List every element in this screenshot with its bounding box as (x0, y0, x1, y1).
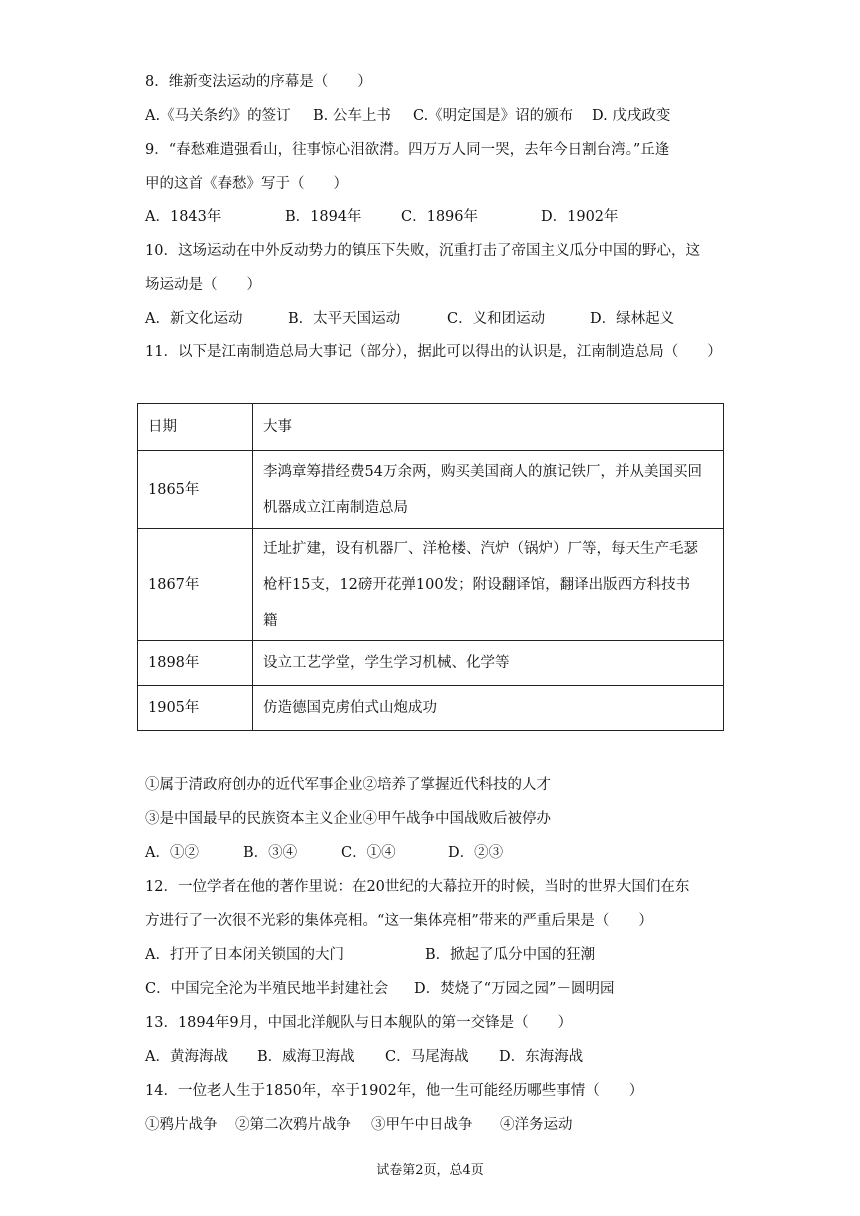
q8-option-d: D. 戊戌政变 (592, 108, 671, 124)
table-row (138, 529, 724, 641)
q13-option-d: D．东海海战 (499, 1049, 584, 1065)
question-10-stem-line1: 10．这场运动在中外反动势力的镇压下失败，沉重打击了帝国主义瓜分中国的野心，这 (145, 243, 700, 259)
q8-option-a: A.《马关条约》的签订 (145, 108, 291, 124)
q13-option-c: C．马尾海战 (385, 1049, 469, 1065)
q14-event-1: ①鸦片战争 (145, 1117, 218, 1133)
question-8-stem: 8．维新变法运动的序幕是（ ） (145, 74, 372, 90)
question-14-stem: 14．一位老人生于1850年，卒于1902年，他一生可能经历哪些事情（ ） (145, 1083, 644, 1099)
row-event-line: 李鸿章筹措经费54万余两，购买美国商人的旗记铁厂，并从美国买回 (263, 463, 702, 480)
q14-event-4: ④洋务运动 (500, 1117, 573, 1133)
question-9-options (145, 207, 745, 227)
row-date: 1905年 (138, 686, 253, 731)
question-12-stem-line1: 12．一位学者在他的著作里说：在20世纪的大幕拉开的时候，当时的世界大国们在东 (145, 879, 690, 895)
header-event: 大事 (253, 404, 724, 451)
q8-option-b: B. 公车上书 (313, 108, 391, 124)
question-13-stem: 13．1894年9月，中国北洋舰队与日本舰队的第一交锋是（ ） (145, 1015, 573, 1031)
question-9-stem-line1: 9．“春愁难遣强看山，往事惊心泪欲潸。四万万人同一哭，去年今日割台湾。”丘逢 (145, 142, 670, 158)
question-12-options-row1 (145, 945, 745, 965)
row-date: 1867年 (138, 529, 253, 641)
q9-option-a: A．1843年 (145, 209, 222, 225)
q10-option-d: D．绿林起义 (590, 311, 675, 327)
row-event (253, 641, 724, 686)
question-12-stem-line2: 方进行了一次很不光彩的集体亮相。“这一集体亮相”带来的严重后果是（ ） (145, 913, 653, 929)
q9-option-c: C．1896年 (401, 209, 478, 225)
q10-option-b: B．太平天国运动 (288, 311, 401, 327)
q9-option-b: B．1894年 (285, 209, 362, 225)
row-event-line: 仿造德国克虏伯式山炮成功 (263, 700, 437, 716)
q11-statement-2: ③是中国最早的民族资本主义企业④甲午战争中国战败后被停办 (145, 811, 551, 827)
q11-option-d: D．②③ (448, 845, 504, 861)
question-10-options (145, 309, 745, 329)
row-event-line: 机器成立江南制造总局 (263, 499, 408, 516)
page-footer: 试卷第2页，总4页 (376, 1163, 484, 1178)
table-row (138, 451, 724, 529)
table-row (138, 686, 724, 731)
question-13-options (145, 1047, 745, 1067)
row-event-line: 籍 (263, 612, 278, 629)
q9-option-d: D．1902年 (541, 209, 619, 225)
question-11-stem: 11．以下是江南制造总局大事记（部分），据此可以得出的认识是，江南制造总局（ ） (145, 344, 722, 360)
q12-option-c: C．中国完全沦为半殖民地半封建社会 (145, 981, 389, 997)
table-row (138, 641, 724, 686)
events-table (137, 403, 724, 731)
q11-option-b: B．③④ (243, 845, 298, 861)
question-9-stem-line2: 甲的这首《春愁》写于（ ） (145, 176, 348, 192)
q12-option-a: A．打开了日本闭关锁国的大门 (145, 947, 344, 963)
row-event-line: 设立工艺学堂，学生学习机械、化学等 (263, 655, 510, 671)
header-date: 日期 (138, 404, 253, 451)
question-11-options (145, 843, 745, 863)
row-event (253, 529, 724, 641)
question-10-stem-line2: 场运动是（ ） (145, 277, 261, 293)
q8-option-c: C.《明定国是》诏的颁布 (413, 108, 574, 124)
question-8-options (145, 106, 745, 126)
q11-option-a: A．①② (145, 845, 199, 861)
question-12-options-row2 (145, 979, 745, 999)
table-header-row (138, 404, 724, 451)
q11-option-c: C．①④ (341, 845, 396, 861)
row-date: 1865年 (138, 451, 253, 529)
q10-option-c: C．义和团运动 (447, 311, 546, 327)
row-event-line: 枪杆15支，12磅开花弹100发；附设翻译馆，翻译出版西方科技书 (263, 576, 691, 593)
row-event (253, 451, 724, 529)
row-date: 1898年 (138, 641, 253, 686)
q14-event-2: ②第二次鸦片战争 (235, 1117, 351, 1133)
row-event-line: 迁址扩建，设有机器厂、洋枪楼、汽炉（锅炉）厂等，每天生产毛瑟 (263, 540, 698, 557)
row-event (253, 686, 724, 731)
q12-option-d: D．焚烧了“万园之园”－圆明园 (414, 981, 615, 997)
q12-option-b: B．掀起了瓜分中国的狂潮 (425, 947, 596, 963)
question-14-events (145, 1115, 745, 1135)
q10-option-a: A．新文化运动 (145, 311, 243, 327)
q13-option-a: A．黄海海战 (145, 1049, 228, 1065)
q13-option-b: B．威海卫海战 (257, 1049, 355, 1065)
q11-statement-1: ①属于清政府创办的近代军事企业②培养了掌握近代科技的人才 (145, 777, 551, 793)
q14-event-3: ③甲午中日战争 (371, 1117, 473, 1133)
